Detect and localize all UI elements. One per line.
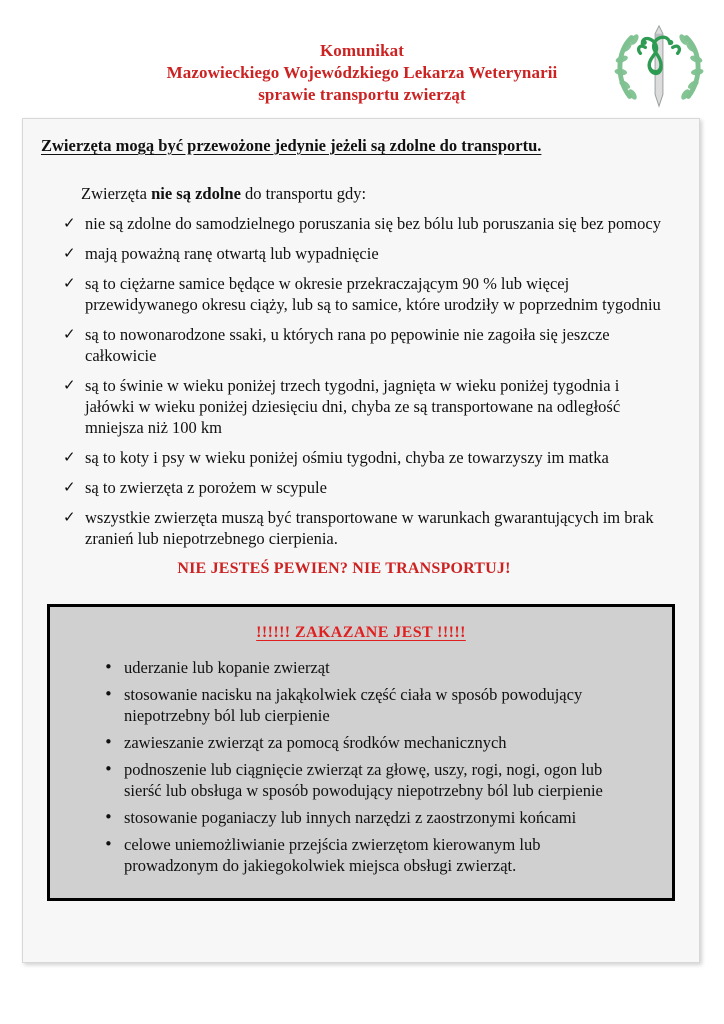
list-item-text: są to zwierzęta z porożem w scypule (85, 478, 327, 497)
list-item-text: są to ciężarne samice będące w okresie przekraczającym 90 % lub więcej przewidywanego okresu ciąży, lub są to samice, które urodziły w poprzednim tygodniu (85, 274, 661, 314)
list-item (59, 375, 683, 438)
list-item-text: uderzanie lub kopanie zwierząt (124, 658, 330, 677)
veterinary-inspection-caduceus-logo (610, 18, 708, 116)
check-icon: ✓ (63, 244, 76, 262)
list-item (102, 684, 658, 726)
list-item (59, 447, 683, 468)
list-item-text: wszystkie zwierzęta muszą być transportowane w warunkach gwarantujących im brak zranień lub niepotrzebnego cierpienia. (85, 508, 654, 548)
check-icon: ✓ (63, 376, 76, 394)
title-line-1: Komunikat (319, 41, 405, 60)
warning-banner: NIE JESTEŚ PEWIEN? NIE TRANSPORTUJ! (177, 560, 511, 577)
unfit-conditions-list (59, 213, 683, 549)
list-item-text: zawieszanie zwierząt za pomocą środków mechanicznych (124, 733, 507, 752)
list-item (59, 507, 683, 549)
bullet-icon: • (104, 760, 113, 778)
list-item-text: są to nowonarodzone ssaki, u których rana po pępowinie nie zagoiła się jeszcze całkowicie (85, 325, 610, 365)
forbidden-actions-list (102, 657, 658, 876)
list-item (102, 657, 658, 678)
bullet-icon: • (104, 733, 113, 751)
list-item (59, 243, 683, 264)
list-item-text: nie są zdolne do samodzielnego poruszania się bez bólu lub poruszania się bez pomocy (85, 214, 661, 233)
title-line-3: sprawie transportu zwierząt (258, 85, 466, 104)
check-icon: ✓ (63, 478, 76, 496)
intro-text-after: do transportu gdy: (240, 184, 367, 203)
list-item-text: mają poważną ranę otwartą lub wypadnięcie (85, 244, 379, 263)
forbidden-box (47, 604, 675, 901)
check-icon: ✓ (63, 325, 76, 343)
list-item-text: podnoszenie lub ciągnięcie zwierząt za głowę, uszy, rogi, nogi, ogon lub sierść lub obsługa w sposób powodujący niepotrzebny ból lub cierpienie (124, 760, 603, 800)
list-item (59, 324, 683, 366)
list-item-text: celowe uniemożliwianie przejścia zwierzętom kierowanym lub prowadzonym do jakiegokolwiek miejsca obsługi zwierząt. (124, 835, 541, 875)
list-item-text: są to koty i psy w wieku poniżej ośmiu tygodni, chyba ze towarzyszy im matka (85, 448, 609, 467)
check-icon: ✓ (63, 274, 76, 292)
document-header (0, 0, 724, 118)
check-icon: ✓ (63, 508, 76, 526)
intro-text-bold: nie są zdolne (151, 184, 241, 203)
document-panel (22, 118, 700, 963)
list-item (102, 759, 658, 801)
list-item (102, 807, 658, 828)
check-icon: ✓ (63, 214, 76, 232)
bullet-icon: • (104, 685, 113, 703)
intro-line (81, 183, 683, 205)
bullet-icon: • (104, 835, 113, 853)
list-item (59, 213, 683, 234)
bullet-icon: • (104, 808, 113, 826)
check-icon: ✓ (63, 448, 76, 466)
list-item (102, 834, 658, 876)
list-item-text: są to świnie w wieku poniżej trzech tygodni, jagnięta w wieku poniżej tygodnia i jałówki w wieku poniżej dziesięciu dni, chyba ze są transportowane na odległość mniejsza niż 100 km (85, 376, 621, 437)
forbidden-title: !!!!!! ZAKAZANE JEST !!!!! (256, 624, 466, 641)
list-item-text: stosowanie poganiaczy lub innych narzędzi z zaostrzonymi końcami (124, 808, 577, 827)
panel-content (23, 119, 699, 901)
list-item (102, 732, 658, 753)
list-item-text: stosowanie nacisku na jakąkolwiek część ciała w sposób powodujący niepotrzebny ból lub cierpienie (124, 685, 583, 725)
bullet-icon: • (104, 658, 113, 676)
intro-text-before: Zwierzęta (81, 184, 152, 203)
list-item (59, 273, 683, 315)
main-headline: Zwierzęta mogą być przewożone jedynie jeżeli są zdolne do transportu. (41, 136, 542, 155)
title-line-2: Mazowieckiego Wojewódzkiego Lekarza Weterynarii (166, 63, 558, 82)
list-item (59, 477, 683, 498)
